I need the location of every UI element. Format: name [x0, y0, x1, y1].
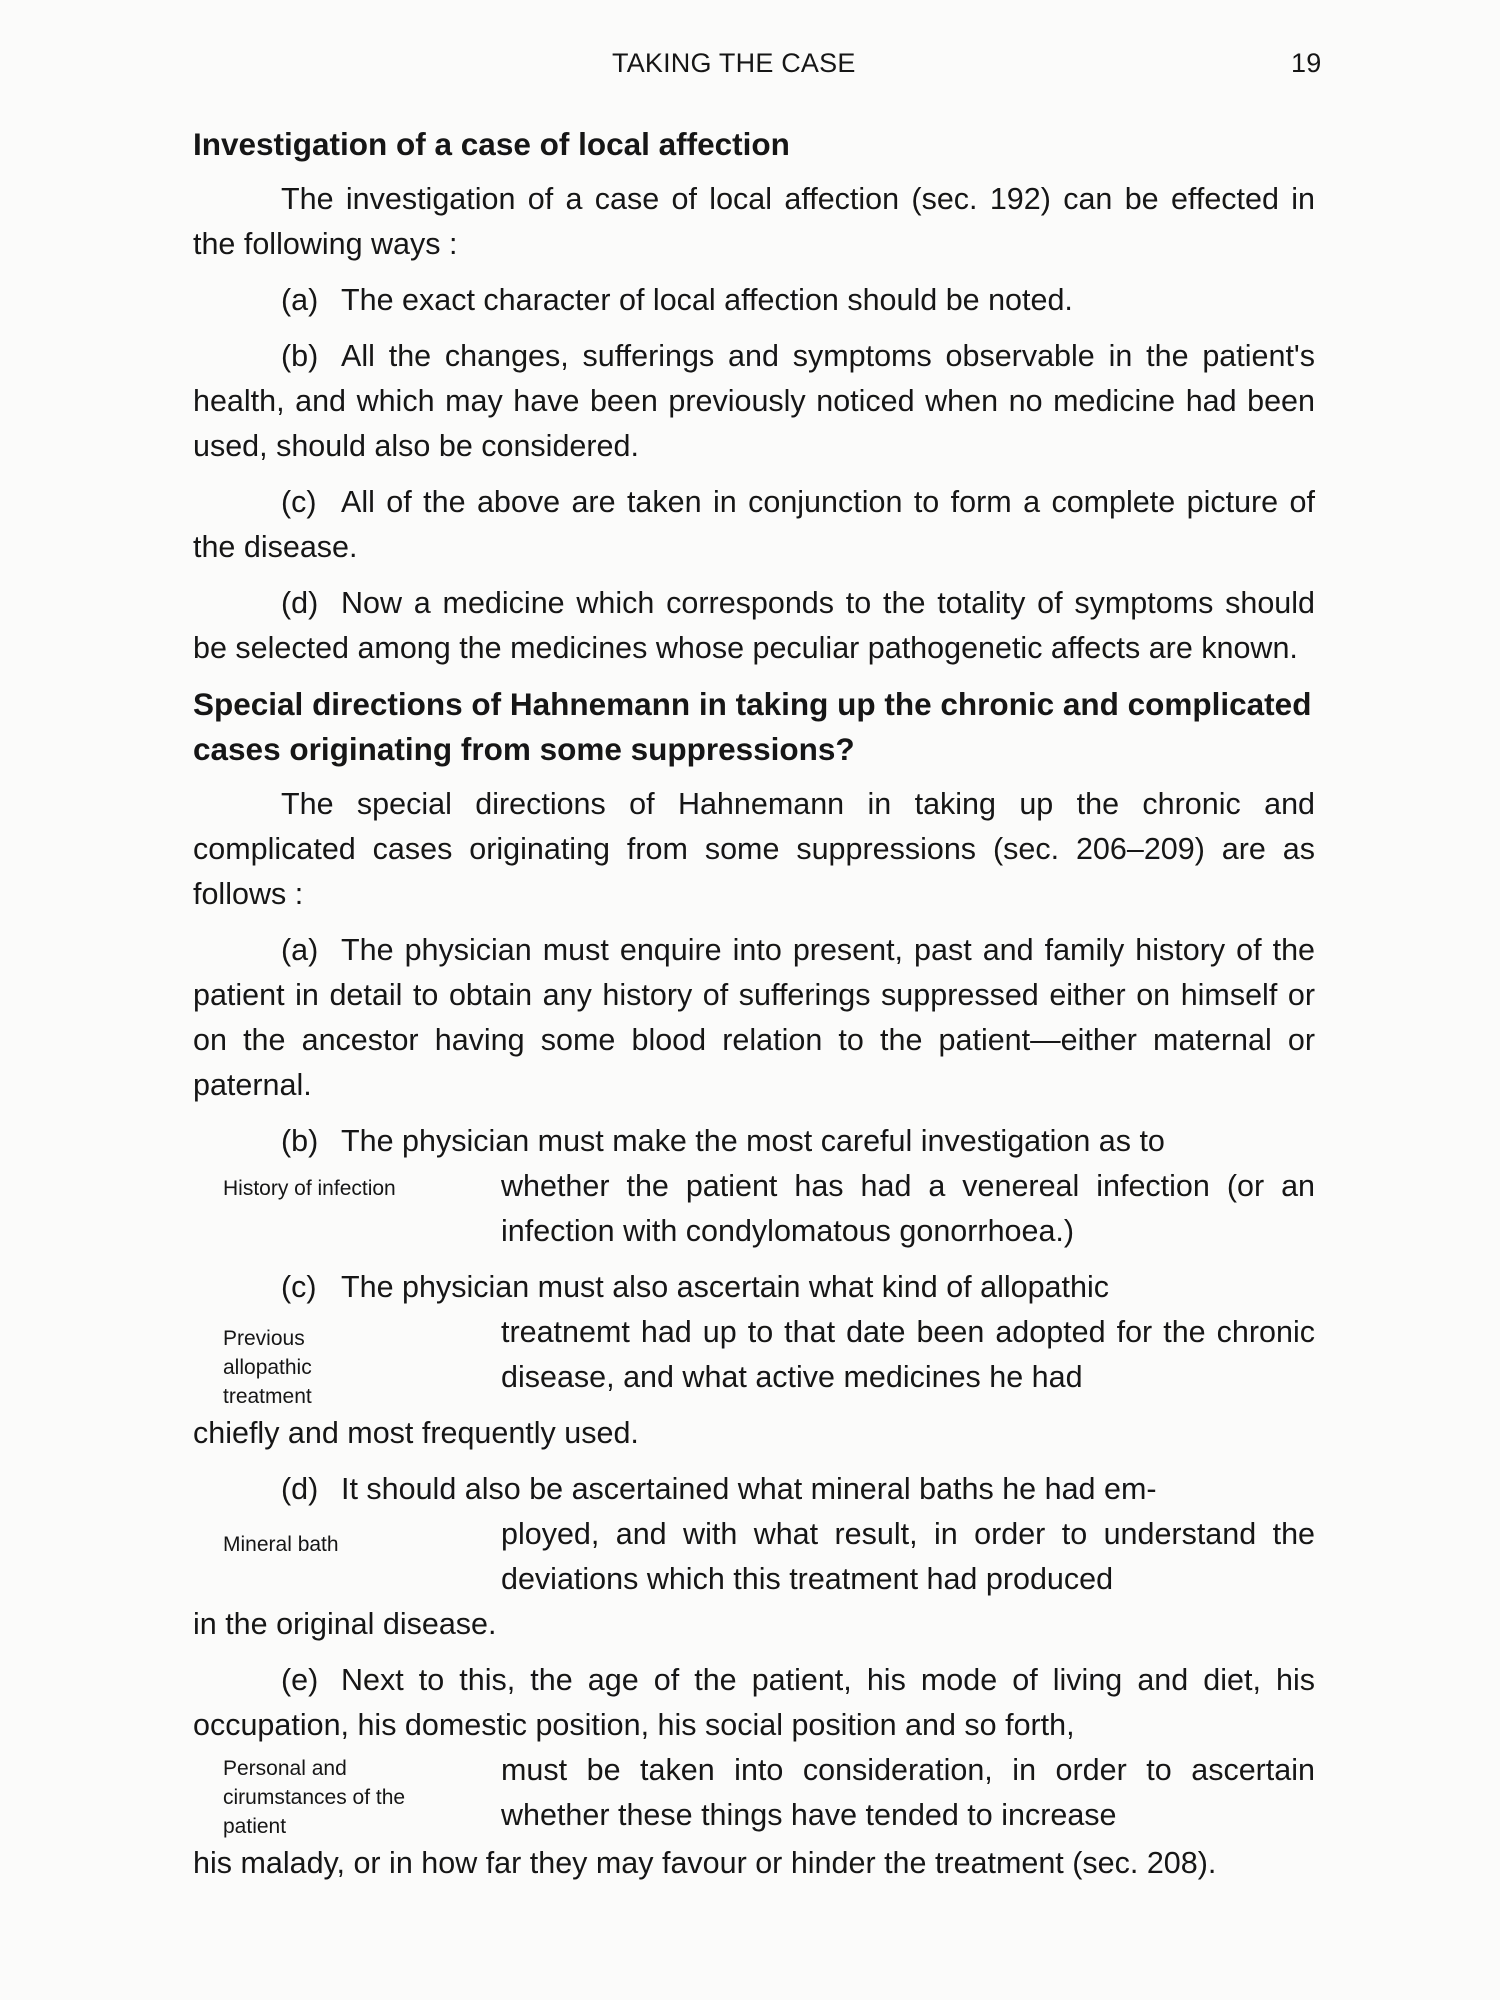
margin-note: Personal and cirumstances of the patient [223, 1757, 406, 1838]
item-first-line [193, 1265, 1315, 1310]
list-item [193, 928, 1315, 1108]
item-text: The physician must also ascertain what kind of allopathic [341, 1270, 1109, 1304]
section-heading-special-directions: Special directions of Hahnemann in taking up the chronic and complicated cases originating from some suppressions? [193, 686, 1312, 767]
item-side-text: must be taken into consideration, in order to ascertain whether these things have tended to increase [501, 1753, 1315, 1832]
item-marker: (e) [281, 1663, 319, 1697]
item-first-line [193, 1467, 1315, 1512]
item-side-text: treatnemt had up to that date been adopted for the chronic disease, and what active medicines he had [501, 1315, 1315, 1394]
list-item [193, 334, 1315, 469]
margin-row [193, 1164, 1315, 1254]
item-marker: (c) [281, 485, 317, 519]
item-text: It should also be ascertained what mineral baths he had em- [341, 1472, 1157, 1506]
margin-note: Mineral bath [223, 1533, 339, 1556]
item-side-text: ployed, and with what result, in order to understand the deviations which this treatment had produced [501, 1517, 1315, 1596]
margin-row [193, 1512, 1315, 1602]
list-item [193, 581, 1315, 671]
item-text: Now a medicine which corresponds to the totality of symptoms should be selected among the medicines whose peculiar pathogenetic affects are known. [193, 586, 1315, 665]
intro-paragraph: The investigation of a case of local affection (sec. 192) can be effected in the following ways : [193, 182, 1315, 261]
chapter-title: TAKING THE CASE [612, 48, 856, 78]
intro-paragraph: The special directions of Hahnemann in taking up the chronic and complicated cases originating from some suppressions (sec. 206–209) are as follows : [193, 787, 1315, 911]
margin-row [193, 1748, 1315, 1841]
list-item-with-margin-note [193, 1467, 1315, 1647]
item-text: All of the above are taken in conjunction to form a complete picture of the disease. [193, 485, 1315, 564]
margin-row [193, 1310, 1315, 1411]
item-last-line: his malady, or in how far they may favour or hinder the treatment (sec. 208). [193, 1846, 1217, 1880]
item-marker: (d) [281, 1472, 319, 1506]
item-marker: (a) [281, 283, 319, 317]
item-side-text: whether the patient has had a venereal infection (or an infection with condylomatous gonorrhoea.) [501, 1169, 1315, 1248]
item-last-line: in the original disease. [193, 1607, 497, 1641]
item-text: The exact character of local affection should be noted. [341, 283, 1073, 317]
item-marker: (b) [281, 1124, 319, 1158]
item-marker: (c) [281, 1270, 317, 1304]
item-text: The physician must enquire into present, past and family history of the patient in detail to obtain any history of sufferings suppressed either on himself or on the ancestor having some blood relation to the patient—either maternal or paternal. [193, 933, 1315, 1102]
item-first-line [193, 1119, 1315, 1164]
section-heading-local-affection: Investigation of a case of local affection [193, 126, 790, 162]
item-first-line [193, 1658, 1315, 1748]
item-marker: (d) [281, 586, 319, 620]
list-item-with-margin-note [193, 1658, 1315, 1886]
item-text: All the changes, sufferings and symptoms observable in the patient's health, and which may have been previously noticed when no medicine had been used, should also be considered. [193, 339, 1315, 463]
margin-note: History of infection [223, 1177, 396, 1200]
page-body [193, 122, 1315, 1897]
item-marker: (b) [281, 339, 319, 373]
item-text: The physician must make the most careful investigation as to [341, 1124, 1165, 1158]
item-text: Next to this, the age of the patient, his mode of living and diet, his occupation, his domestic position, his social position and so forth, [193, 1663, 1315, 1742]
running-header [0, 42, 1500, 86]
item-last-line: chiefly and most frequently used. [193, 1416, 639, 1450]
list-item-with-margin-note [193, 1265, 1315, 1456]
margin-note: Previous allopathic treatment [223, 1327, 312, 1408]
list-item [193, 480, 1315, 570]
page-number: 19 [1291, 48, 1322, 78]
list-item [193, 278, 1315, 323]
list-item-with-margin-note [193, 1119, 1315, 1254]
item-marker: (a) [281, 933, 319, 967]
